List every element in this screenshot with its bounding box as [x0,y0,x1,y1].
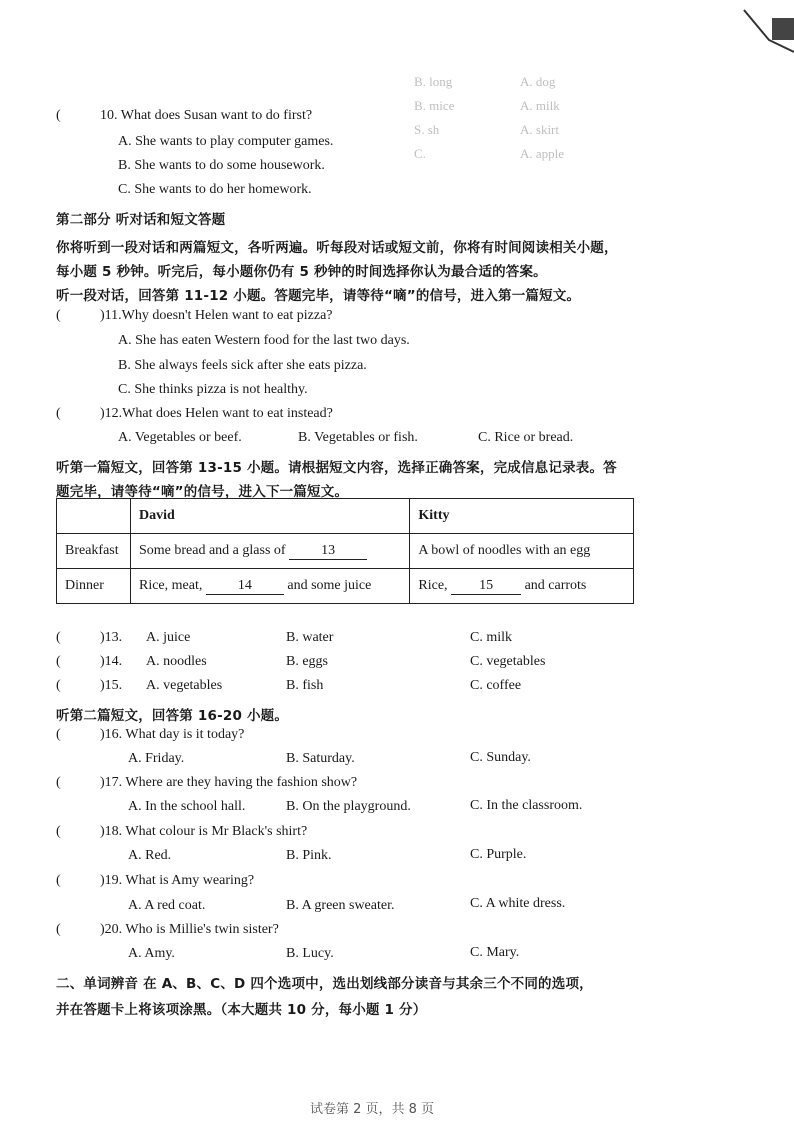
q10-option-a[interactable]: A. She wants to play computer games. [118,134,334,149]
q16-option-b[interactable]: B. Saturday. [286,751,355,766]
q11-option-c[interactable]: C. She thinks pizza is not healthy. [118,382,308,397]
q18-option-c[interactable]: C. Purple. [470,847,527,862]
answer-paren[interactable]: ( [56,678,61,693]
table-header-row [57,499,634,534]
question-text: )16. What day is it today? [100,727,245,742]
question-text: )12.What does Helen want to eat instead? [100,406,333,421]
question-number: )14. [100,654,123,669]
passage1-instructions-2: 题完毕，请等待“嘀”的信号，进入下一篇短文。 [56,484,349,500]
passage2-instructions: 听第二篇短文，回答第 16-20 小题。 [56,708,289,724]
part2-intro-2: 每小题 5 秒钟。听完后，每小题你仍有 5 秒钟的时间选择你认为最合适的答案。 [56,264,547,280]
q11-option-a[interactable]: A. She has eaten Western food for the last two days. [118,333,410,348]
faint-top-b1: B. long [414,74,453,89]
question-14 [56,654,122,670]
q13-option-b[interactable]: B. water [286,630,334,645]
page-footer: 试卷第 2 页，共 8 页 [310,1102,435,1117]
faint-top-b3: S. sh [414,122,440,137]
q11-option-b[interactable]: B. She always feels sick after she eats pizza. [118,358,367,373]
q14-option-b[interactable]: B. eggs [286,654,328,669]
question-text: )18. What colour is Mr Black's shirt? [100,824,308,839]
q17-option-b[interactable]: B. On the playground. [286,799,411,814]
faint-top-a2: A. milk [520,98,560,113]
question-15 [56,678,122,694]
question-19 [56,873,254,889]
page-corner-icon [724,0,794,70]
q17-option-a[interactable]: A. In the school hall. [128,799,246,814]
question-text: )19. What is Amy wearing? [100,873,255,888]
question-16 [56,727,244,743]
row-label: Dinner [57,569,131,604]
question-20 [56,922,279,938]
kitty-dinner-cell [410,569,634,604]
answer-paren[interactable]: ( [56,406,61,421]
cell-text: Rice, meat, [138,577,203,593]
question-number: )13. [100,630,123,645]
faint-top-b4: C. [414,146,426,161]
q12-option-a[interactable]: A. Vegetables or beef. [118,430,242,445]
part2-intro-3: 听一段对话，回答第 11-12 小题。答题完毕，请等待“嘀”的信号，进入第一篇短文。 [56,288,581,304]
table-row [57,569,634,604]
q19-option-a[interactable]: A. A red coat. [128,898,206,913]
question-number: )15. [100,678,123,693]
question-17 [56,775,357,791]
section2-instructions-2: 并在答题卡上将该项涂黑。（本大题共 10 分，每小题 1 分） [56,1002,427,1018]
table-row [57,534,634,569]
faint-top-b2: B. mice [414,98,455,113]
q15-option-a[interactable]: A. vegetables [146,678,223,693]
question-text: 10. What does Susan want to do first? [100,108,313,123]
q19-option-c[interactable]: C. A white dress. [470,896,566,911]
answer-paren[interactable]: ( [56,922,61,937]
cell-text: and carrots [524,577,587,593]
q20-option-c[interactable]: C. Mary. [470,945,520,960]
row-label: Breakfast [57,534,131,569]
question-12 [56,406,333,422]
q15-option-b[interactable]: B. fish [286,678,324,693]
q14-option-c[interactable]: C. vegetables [470,654,546,669]
q19-option-b[interactable]: B. A green sweater. [286,898,395,913]
q17-option-c[interactable]: C. In the classroom. [470,798,583,813]
q10-option-b[interactable]: B. She wants to do some housework. [118,158,325,173]
question-text: )17. Where are they having the fashion show? [100,775,358,790]
q20-option-a[interactable]: A. Amy. [128,946,175,961]
faint-top-a4: A. apple [520,146,565,161]
question-11 [56,308,333,324]
answer-paren[interactable]: ( [56,727,61,742]
blank-14[interactable]: 14 [206,578,284,595]
question-18 [56,824,307,840]
q16-option-a[interactable]: A. Friday. [128,751,185,766]
q18-option-b[interactable]: B. Pink. [286,848,332,863]
part2-title: 第二部分 听对话和短文答题 [56,212,226,228]
answer-paren[interactable]: ( [56,654,61,669]
q12-option-b[interactable]: B. Vegetables or fish. [298,430,418,445]
david-dinner-cell [130,569,409,604]
question-text: )11.Why doesn't Helen want to eat pizza? [100,308,333,323]
q13-option-c[interactable]: C. milk [470,630,513,645]
q14-option-a[interactable]: A. noodles [146,654,207,669]
part2-intro-1: 你将听到一段对话和两篇短文，各听两遍。听每段对话或短文前，你将有时间阅读相关小题， [56,240,618,256]
q15-option-c[interactable]: C. coffee [470,678,522,693]
question-text: )20. Who is Millie's twin sister? [100,922,279,937]
table-header-kitty: Kitty [410,499,634,534]
q18-option-a[interactable]: A. Red. [128,848,172,863]
cell-text: Rice, [418,577,448,593]
q16-option-c[interactable]: C. Sunday. [470,750,531,765]
answer-paren[interactable]: ( [56,630,61,645]
q12-option-c[interactable]: C. Rice or bread. [478,430,574,445]
kitty-breakfast-cell [410,534,634,569]
cell-text: and some juice [287,577,372,593]
info-record-table [56,498,634,604]
blank-13[interactable]: 13 [289,543,367,560]
answer-paren[interactable]: ( [56,824,61,839]
answer-paren[interactable]: ( [56,308,61,323]
table-header-david: David [130,499,409,534]
q20-option-b[interactable]: B. Lucy. [286,946,334,961]
faint-top-a3: A. skirt [520,122,559,137]
q10-option-c[interactable]: C. She wants to do her homework. [118,182,312,197]
answer-paren[interactable]: ( [56,108,61,123]
cell-text: Some bread and a glass of [138,542,286,558]
q13-option-a[interactable]: A. juice [146,630,191,645]
david-breakfast-cell [130,534,409,569]
faint-top-a1: A. dog [520,74,556,89]
question-10 [56,108,312,124]
answer-paren[interactable]: ( [56,775,61,790]
answer-paren[interactable]: ( [56,873,61,888]
question-13 [56,630,122,646]
passage1-instructions-1: 听第一篇短文，回答第 13-15 小题。请根据短文内容，选择正确答案，完成信息记录表。答 [56,460,617,476]
section2-instructions-1: 二、单词辨音 在 A、B、C、D 四个选项中，选出划线部分读音与其余三个不同的选项， [56,976,593,992]
blank-15[interactable]: 15 [451,578,521,595]
cell-text: A bowl of noodles with an egg [418,543,591,558]
table-header-cell [57,499,131,534]
